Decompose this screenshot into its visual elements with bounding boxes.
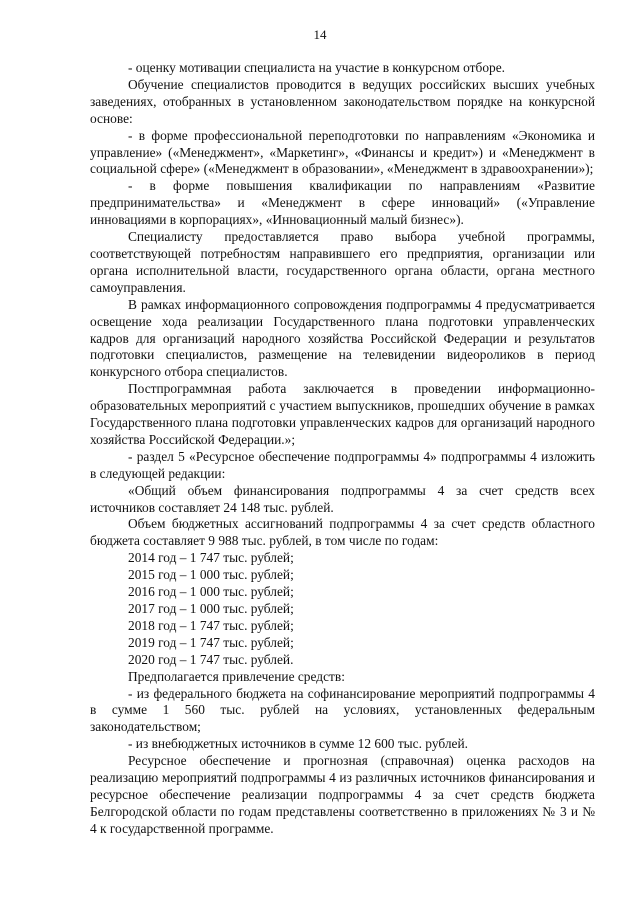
paragraph-choice: Специалисту предоставляется право выбора учебной программы, соответствующей потребностям направившего его предприятия, организации или органа исполнительной власти, государственного органа области, органа местного самоуправления.: [90, 229, 595, 295]
paragraph-2017: 2017 год – 1 000 тыс. рублей;: [128, 601, 294, 616]
paragraph-postprogram: Постпрограммная работа заключается в проведении информационно-образовательных мероприятий с участием выпускников, прошедших обучение в рамках Государственного плана подготовки управленческих кадров для организаций народного хозяйства Российской Федерации.»;: [90, 381, 595, 447]
paragraph-federal: - из федерального бюджета на софинансирование мероприятий подпрограммы 4 в сумме 1 560 тыс. рублей на условиях, установленных федеральным законодательством;: [90, 685, 595, 735]
paragraph-budget: Объем бюджетных ассигнований подпрограммы 4 за счет средств областного бюджета составляет 9 988 тыс. рублей, в том числе по годам:: [90, 516, 595, 549]
paragraph-retraining: - в форме профессиональной переподготовки по направлениям «Экономика и управление» («Менеджмент», «Маркетинг», «Финансы и кредит») и «Менеджмент в социальной сфере» («Менеджмент в образовании», «Менеджмент в здравоохранении»);: [90, 127, 595, 177]
paragraph-2018: 2018 год – 1 747 тыс. рублей;: [128, 617, 294, 633]
paragraph-total: «Общий объем финансирования подпрограммы 4 за счет средств всех источников составляет 24 148 тыс. рублей.: [90, 482, 595, 515]
paragraph-motivation: - оценку мотивации специалиста на участие в конкурсном отборе.: [128, 60, 506, 75]
paragraph-2019: 2019 год – 1 747 тыс. рублей;: [128, 634, 294, 650]
page-number: 14: [313, 27, 327, 42]
paragraph-2016: 2016 год – 1 000 тыс. рублей;: [128, 584, 294, 600]
paragraph-section5: - раздел 5 «Ресурсное обеспечение подпрограммы 4» подпрограммы 4 изложить в следующей редакции:: [90, 448, 595, 481]
paragraph-info-support: В рамках информационного сопровождения подпрограммы 4 предусматривается освещение хода реализации Государственного плана подготовки управленческих кадров для организаций народного хозяйства Российской Федерации и результатов подготовки специалистов, размещение на телевидении видеороликов в период конкурсного отбора специалистов.: [90, 296, 595, 380]
paragraph-offbudget: - из внебюджетных источников в сумме 12 600 тыс. рублей.: [128, 736, 468, 752]
paragraph-2020: 2020 год – 1 747 тыс. рублей.: [128, 651, 294, 667]
paragraph-resources: Ресурсное обеспечение и прогнозная (справочная) оценка расходов на реализацию мероприятий подпрограммы 4 из различных источников финансирования и ресурсное обеспечение реализации подпрограммы 4 за счет средств бюджета Белгородской области по годам представлены соответственно в приложениях № 3 и № 4 к государственной программе.: [90, 753, 595, 836]
paragraph-attract: Предполагается привлечение средств:: [128, 668, 345, 684]
paragraph-2015: 2015 год – 1 000 тыс. рублей;: [128, 567, 294, 583]
document-body: [90, 60, 595, 838]
paragraph-training-intro: Обучение специалистов проводится в ведущих российских высших учебных заведениях, отобранных в установленном законодательством порядке на конкурсной основе:: [90, 76, 595, 126]
paragraph-qualification: - в форме повышения квалификации по направлениям «Развитие предпринимательства» и «Менеджмент в сфере инноваций» («Управление инновациями в корпорациях», «Инновационный малый бизнес»).: [90, 178, 595, 228]
paragraph-2014: 2014 год – 1 747 тыс. рублей;: [128, 550, 294, 566]
